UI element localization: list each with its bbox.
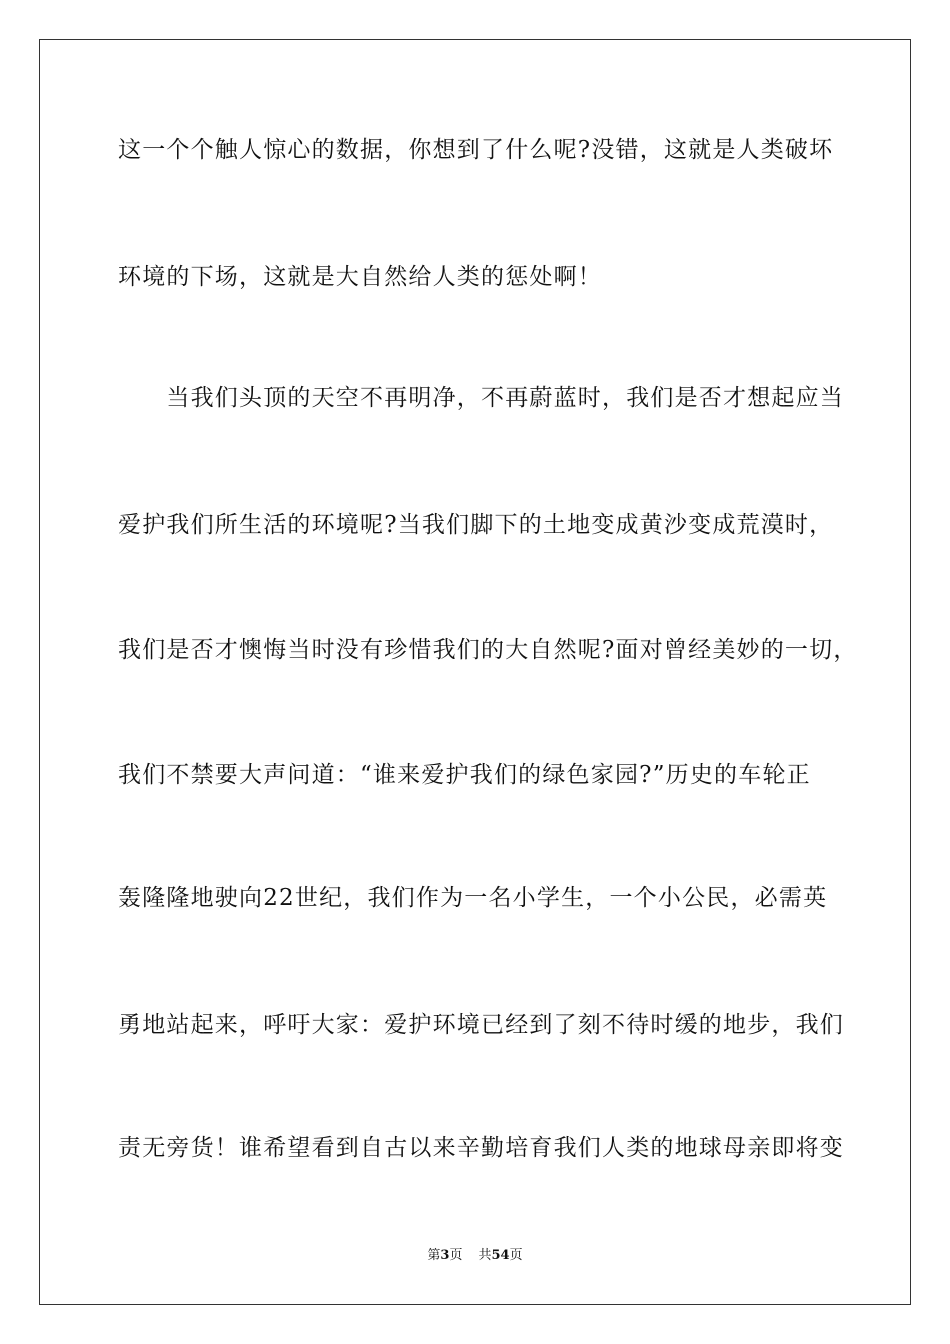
page-prefix: 第 xyxy=(427,1248,441,1263)
total-prefix: 共 xyxy=(478,1248,492,1263)
page-suffix: 页 xyxy=(449,1248,463,1263)
body-text-line-5: 我们是否才懊悔当时没有珍惜我们的大自然呢?面对曾经美妙的一切， xyxy=(118,637,858,663)
body-text-line-7: 轰隆隆地驶向22世纪，我们作为一名小学生，一个小公民，必需英 xyxy=(118,885,828,911)
body-text-line-3: 当我们头顶的天空不再明净，不再蔚蓝时，我们是否才想起应当 xyxy=(118,385,844,411)
total-pages: 54 xyxy=(491,1248,510,1263)
page-footer xyxy=(0,1247,950,1265)
body-text-line-4: 爱护我们所生活的环境呢?当我们脚下的土地变成黄沙变成荒漠时， xyxy=(118,512,834,538)
page-number: 3 xyxy=(440,1248,450,1263)
body-text-line-8: 勇地站起来，呼吁大家：爱护环境已经到了刻不待时缓的地步，我们 xyxy=(118,1012,844,1038)
body-text-line-6: 我们不禁要大声问道：“谁来爱护我们的绿色家园?”历史的车轮正 xyxy=(118,762,811,788)
body-text-line-9: 责无旁货！谁希望看到自古以来辛勤培育我们人类的地球母亲即将变 xyxy=(118,1135,844,1161)
page-border xyxy=(39,39,911,1305)
body-text-line-1: 这一个个触人惊心的数据，你想到了什么呢?没错，这就是人类破坏 xyxy=(118,137,834,163)
total-suffix: 页 xyxy=(509,1248,523,1263)
body-text-line-2: 环境的下场，这就是大自然给人类的惩处啊！ xyxy=(118,264,602,290)
